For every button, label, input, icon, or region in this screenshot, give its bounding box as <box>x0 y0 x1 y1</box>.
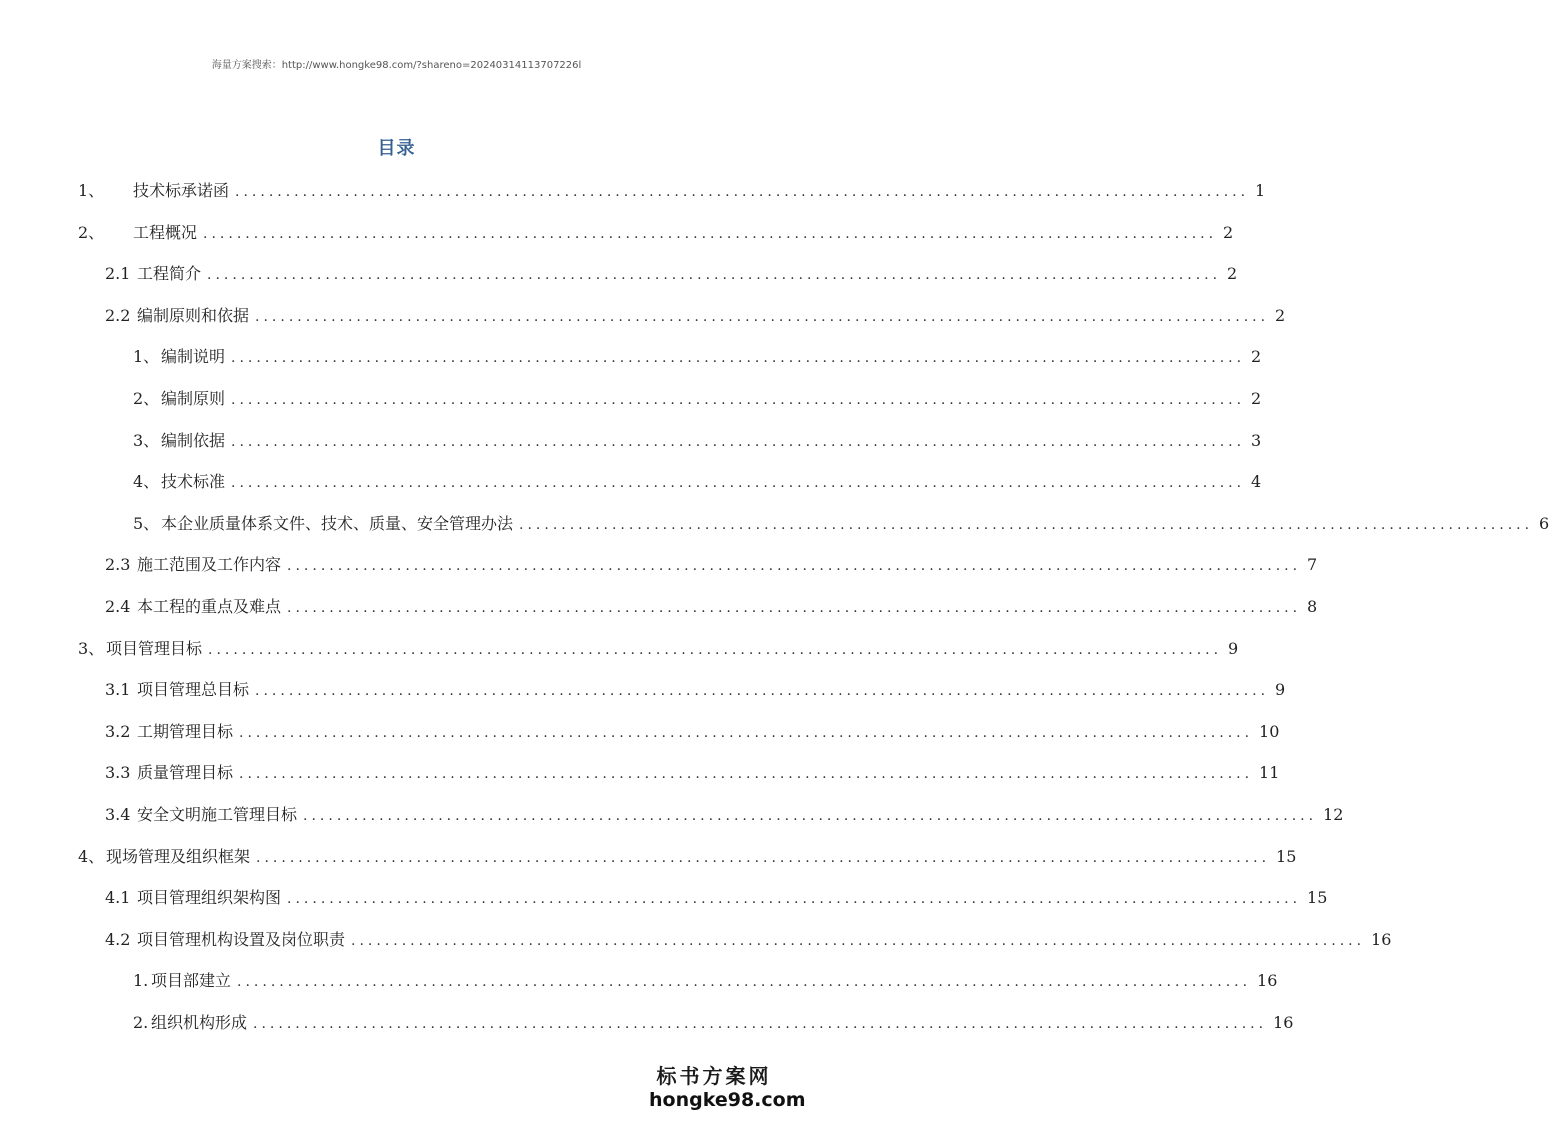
toc-entry[interactable] <box>105 586 1318 628</box>
toc-entry-page: 2 <box>1227 264 1238 284</box>
toc-entry-number: 1、 <box>78 181 105 200</box>
toc-leader-dots: ........................................................................................................................ <box>239 766 1254 783</box>
toc-leader-dots: ........................................................................................................................ <box>287 600 1302 616</box>
toc-entry-title: 工期管理目标 <box>137 721 234 741</box>
toc-leader-dots: ........................................................................................................................ <box>255 683 1270 700</box>
toc-entry[interactable] <box>105 794 1344 836</box>
toc-entry-number: 4.2 <box>105 929 131 949</box>
toc-entry-page: 9 <box>1228 638 1239 658</box>
toc-entry-title: 编制依据 <box>161 430 226 450</box>
toc-entry-title: 项目部建立 <box>151 971 232 991</box>
toc-entry-number: 3.2 <box>105 721 131 741</box>
toc-entry[interactable] <box>133 461 1262 503</box>
toc-entry-number: 4、 <box>78 846 105 866</box>
toc-leader-dots: ........................................................................................................................ <box>203 225 1218 242</box>
toc-entry-title: 编制原则 <box>161 389 226 408</box>
toc-leader-dots: ........................................................................................................................ <box>237 974 1252 991</box>
source-header-note: 海量方案搜索：http://www.hongke98.com/?shareno=20240314113707226l <box>211 60 582 71</box>
toc-entry-number: 2、 <box>78 222 105 242</box>
toc-entry-number: 3、 <box>133 430 160 450</box>
toc-entry-number: 3.4 <box>105 805 131 824</box>
toc-leader-dots: ........................................................................................................................ <box>231 433 1246 450</box>
toc-entry-title: 技术标承诺函 <box>133 181 230 200</box>
toc-entry-title: 施工范围及工作内容 <box>137 555 282 575</box>
toc-entry-title: 项目管理总目标 <box>137 680 250 700</box>
toc-entry-number: 5、 <box>133 513 160 533</box>
toc-entry-title: 组织机构形成 <box>151 1013 248 1032</box>
toc-leader-dots: ........................................................................................................................ <box>256 849 1271 866</box>
toc-entry[interactable] <box>133 1002 1294 1044</box>
toc-entry[interactable] <box>105 711 1280 753</box>
toc-entry-title: 质量管理目标 <box>137 763 234 783</box>
toc-entry-title: 现场管理及组织框架 <box>106 846 251 866</box>
toc-entry-number: 2.2 <box>105 305 131 325</box>
toc-leader-dots: ........................................................................................................................ <box>287 558 1302 575</box>
toc-entry-number: 3、 <box>78 638 105 658</box>
toc-entry-title: 项目管理机构设置及岗位职责 <box>137 929 346 949</box>
toc-leader-dots: ........................................................................................................................ <box>351 932 1366 949</box>
toc-entry[interactable] <box>105 919 1392 961</box>
toc-entry[interactable] <box>105 752 1280 794</box>
toc-entry-title: 编制说明 <box>161 347 226 367</box>
toc-entry-number: 4、 <box>133 472 160 492</box>
toc-entry[interactable] <box>133 503 1549 545</box>
toc-entry[interactable] <box>78 836 1297 878</box>
toc-leader-dots: ........................................................................................................................ <box>235 184 1250 200</box>
toc-entry-number: 2.4 <box>105 597 131 616</box>
toc-entry-page: 11 <box>1259 763 1280 783</box>
toc-entry-page: 9 <box>1275 680 1286 700</box>
toc-entry[interactable] <box>105 253 1238 295</box>
toc-entry-title: 安全文明施工管理目标 <box>137 805 298 824</box>
toc-leader-dots: ........................................................................................................................ <box>231 392 1246 408</box>
toc-entry-page: 7 <box>1307 555 1318 575</box>
toc-entry-page: 2 <box>1223 222 1234 242</box>
toc-leader-dots: ........................................................................................................................ <box>255 308 1270 325</box>
toc-entry[interactable] <box>78 628 1239 670</box>
toc-entry-number: 2.3 <box>105 555 131 575</box>
toc-entry[interactable] <box>78 170 1266 212</box>
toc-leader-dots: ........................................................................................................................ <box>208 641 1223 658</box>
toc-entry-title: 工程简介 <box>137 264 202 284</box>
toc-entry-page: 16 <box>1257 971 1278 991</box>
toc-leader-dots: ........................................................................................................................ <box>519 516 1534 533</box>
toc-entry-number: 1、 <box>133 347 160 367</box>
toc-entry-number: 2.1 <box>105 264 131 284</box>
toc-entry-page: 16 <box>1371 929 1392 949</box>
toc-entry-number: 3.3 <box>105 763 131 783</box>
toc-leader-dots: ........................................................................................................................ <box>303 808 1318 824</box>
toc-entry-title: 编制原则和依据 <box>137 305 250 325</box>
toc-leader-dots: ........................................................................................................................ <box>239 724 1254 741</box>
toc-entry-page: 1 <box>1255 181 1266 200</box>
toc-entry-page: 2 <box>1251 389 1262 408</box>
toc-entry-page: 15 <box>1276 846 1297 866</box>
toc-entry[interactable] <box>133 336 1262 378</box>
toc-entry-title: 本企业质量体系文件、技术、质量、安全管理办法 <box>161 513 514 533</box>
toc-entry[interactable] <box>105 295 1286 337</box>
toc-entry-title: 技术标准 <box>161 472 226 492</box>
toc-leader-dots: ........................................................................................................................ <box>231 350 1246 367</box>
toc-entry[interactable] <box>105 669 1286 711</box>
toc-entry-page: 6 <box>1539 513 1549 533</box>
toc-entry-number: 3.1 <box>105 680 131 700</box>
toc-entry-title: 本工程的重点及难点 <box>137 597 282 616</box>
toc-entry-page: 10 <box>1259 721 1280 741</box>
toc-entry[interactable] <box>133 960 1278 1002</box>
toc-entry-number: 1. <box>133 971 149 991</box>
toc-leader-dots: ........................................................................................................................ <box>253 1016 1268 1032</box>
toc-entry-title: 项目管理组织架构图 <box>137 888 282 908</box>
toc-entry-page: 4 <box>1251 472 1262 492</box>
toc-entry-number: 4.1 <box>105 888 131 908</box>
toc-entry-page: 2 <box>1275 305 1286 325</box>
toc-entry[interactable] <box>78 212 1234 254</box>
toc-entry-title: 项目管理目标 <box>106 638 203 658</box>
toc-leader-dots: ........................................................................................................................ <box>231 475 1246 492</box>
toc-title: 目录 <box>377 138 416 159</box>
toc-entry-number: 2. <box>133 1013 149 1032</box>
toc-entry-page: 15 <box>1307 888 1328 908</box>
toc-leader-dots: ........................................................................................................................ <box>287 891 1302 908</box>
toc-entry-page: 2 <box>1251 347 1262 367</box>
watermark-url: hongke98.com <box>649 1089 806 1111</box>
toc-entry[interactable] <box>105 877 1328 919</box>
toc-entry[interactable] <box>133 378 1262 420</box>
toc-entry-page: 8 <box>1307 597 1318 616</box>
watermark-name: 标书方案网 <box>656 1064 772 1088</box>
toc-entry-number: 2、 <box>133 389 160 408</box>
toc-leader-dots: ........................................................................................................................ <box>207 267 1222 284</box>
toc-entry-page: 3 <box>1251 430 1262 450</box>
toc-entry-page: 16 <box>1273 1013 1294 1032</box>
site-watermark <box>649 1064 806 1112</box>
toc-entry-page: 12 <box>1323 805 1344 824</box>
toc-entry[interactable] <box>105 544 1318 586</box>
toc-entry-title: 工程概况 <box>133 222 198 242</box>
toc-entry[interactable] <box>133 420 1262 462</box>
